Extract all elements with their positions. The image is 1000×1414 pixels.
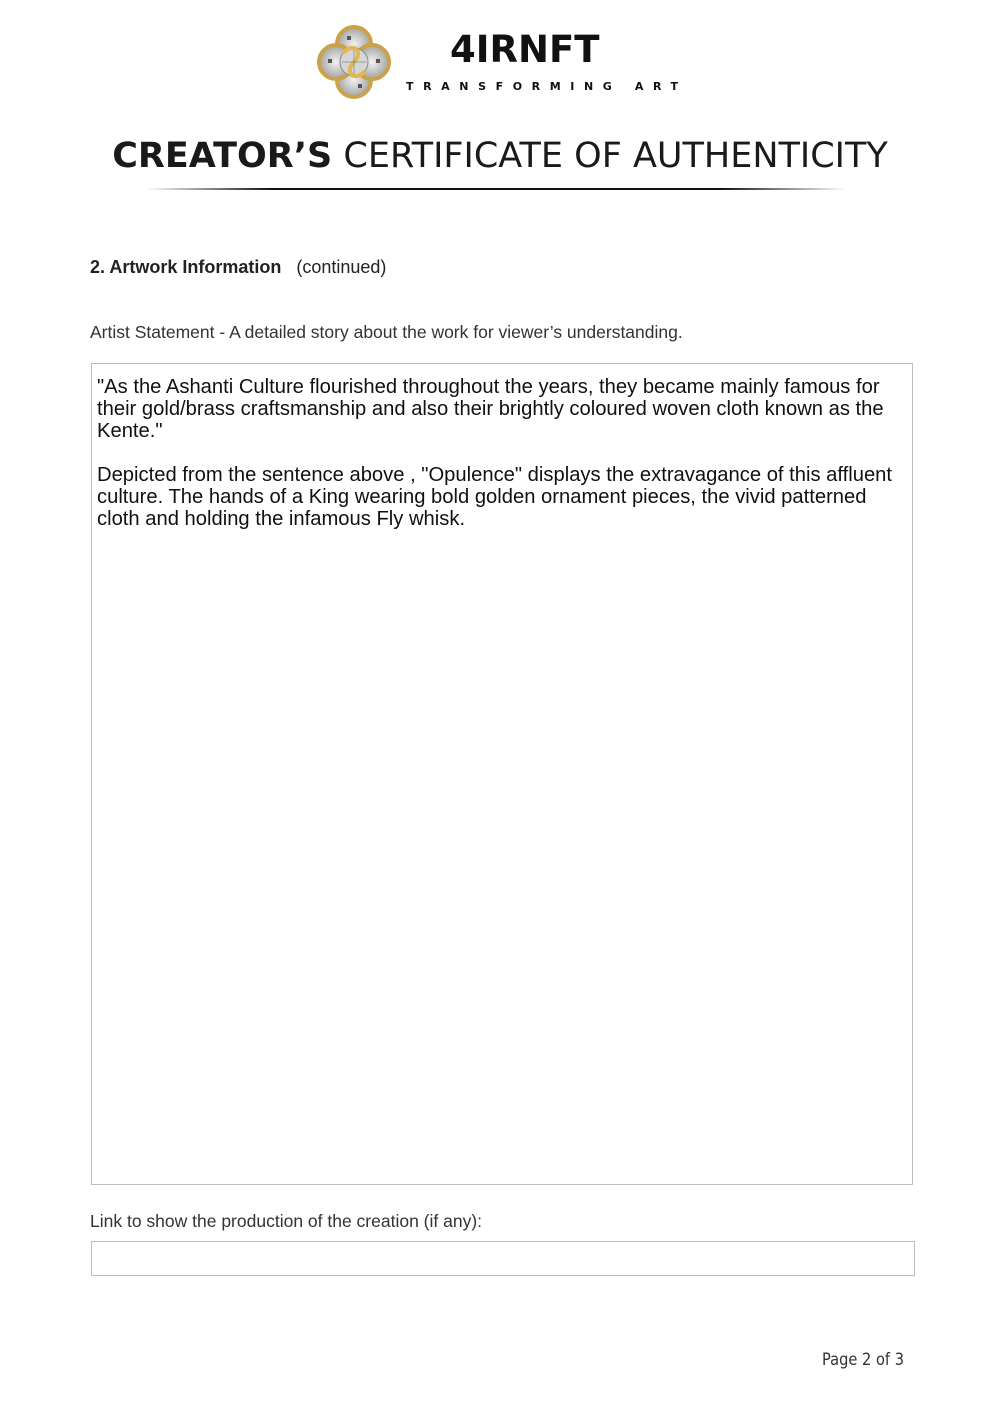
- artist-statement-field[interactable]: [91, 363, 913, 1185]
- interlocking-gold-knot-logo-icon: [314, 22, 394, 102]
- certificate-title-bold: CREATOR’S: [112, 136, 333, 176]
- certificate-title: [0, 134, 1000, 178]
- brand-tagline: TRANSFORMING ART: [406, 80, 688, 93]
- brand-name: 4IRNFT: [450, 28, 600, 71]
- section-heading-title: 2. Artwork Information: [90, 257, 282, 277]
- production-link-field[interactable]: [91, 1241, 915, 1276]
- certificate-title-regular: CERTIFICATE OF AUTHENTICITY: [343, 136, 888, 176]
- artist-statement-paragraph-1: "As the Ashanti Culture flourished throughout the years, they became mainly famous for their gold/brass craftsmanship and also their brightly coloured woven cloth known as the Kente.": [97, 376, 884, 442]
- artist-statement-label: Artist Statement - A detailed story about the work for viewer’s understanding.: [90, 322, 683, 342]
- section-heading: [90, 256, 386, 278]
- artist-statement-paragraph-2: Depicted from the sentence above , "Opulence" displays the extravagance of this affluent culture. The hands of a King wearing bold golden ornament pieces, the vivid patterned cloth and holding the infamous Fly whisk.: [97, 464, 893, 530]
- section-heading-subtitle: (continued): [296, 257, 387, 277]
- header-logo: [314, 22, 694, 102]
- page-indicator: Page 2 of 3: [822, 1350, 905, 1370]
- title-divider: [146, 188, 846, 190]
- production-link-label: Link to show the production of the creation (if any):: [90, 1211, 483, 1231]
